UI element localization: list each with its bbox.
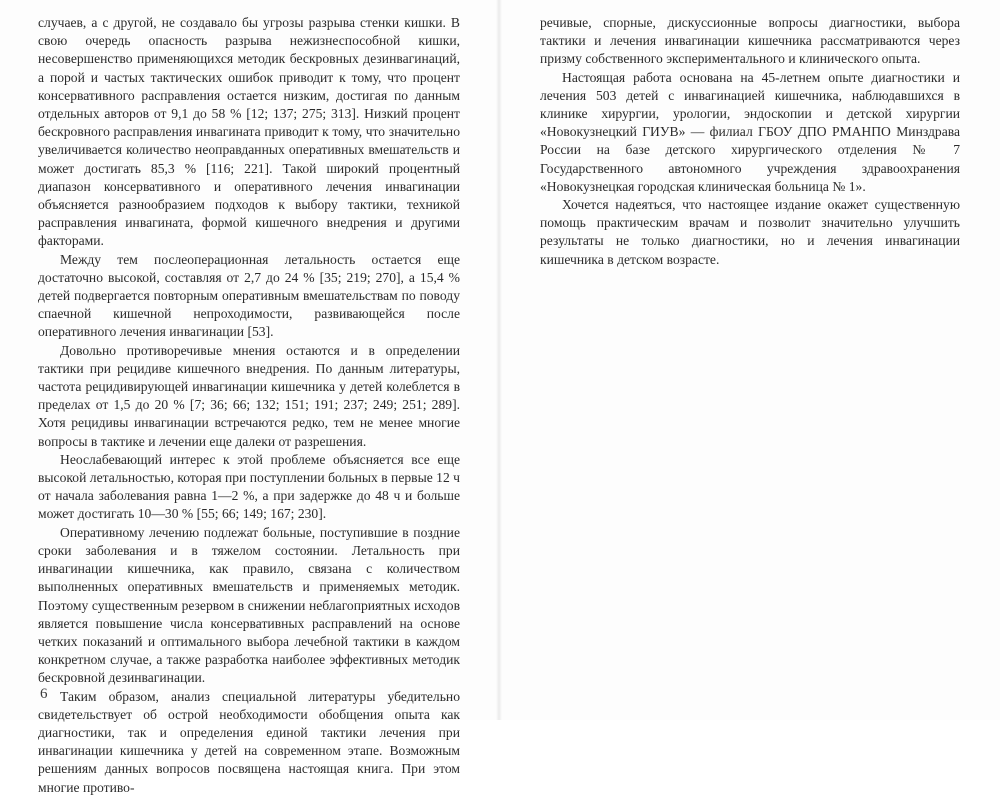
left-page (38, 14, 460, 797)
paragraph: Таким образом, анализ специальной литературы убедительно свидетельствует об острой необходимости обобщения опыта как диагностики, так и определения единой тактики лечения при инвагинации кишечника у детей на современном этапе. Возможным решениям данных вопросов посвящена настоящая книга. При этом многие противо- (38, 688, 460, 795)
right-page (540, 14, 960, 269)
book-gutter (496, 0, 502, 720)
paragraph: Довольно противоречивые мнения остаются и в определении тактики при рецидиве кишечного внедрения. По данным литературы, частота рецидивирующей инвагинации кишечника у детей колеблется в пределах от 1,5 до 20 % [7; 36; 66; 132; 151; 191; 237; 249; 251; 289]. Хотя рецидивы инвагинации встречаются редко, тем не менее многие вопросы в тактике и лечении еще далеки от разрешения. (38, 342, 460, 449)
paragraph: Между тем послеоперационная летальность остается еще достаточно высокой, составляя от 2,7 до 24 % [35; 219; 270], а 15,4 % детей подвергается повторным оперативным вмешательствам по поводу спаечной кишечной непроходимости, развивающейся после оперативного лечения инвагинации [53]. (38, 251, 460, 340)
paragraph: Оперативному лечению подлежат больные, поступившие в поздние сроки заболевания и в тяжелом состоянии. Летальность при инвагинации кишечника, как правило, связана с количеством выполненных оперативных вмешательств и применяемых методик. Поэтому существенным резервом в снижении неблагоприятных исходов является повышение числа консервативных расправлений на основе четких показаний и оптимального выбора лечебной тактики в каждом конкретном случае, а также разработка наиболее эффективных методик бескровной дезинвагинации. (38, 524, 460, 686)
paragraph: случаев, а с другой, не создавало бы угрозы разрыва стенки кишки. В свою очередь опасность разрыва нежизнеспособной кишки, несовершенство применяющихся методик бескровных дезинвагинаций, а порой и частых тактических ошибок приводит к тому, что процент консервативного расправления остается низким, достигая по данным отдельных авторов от 9,1 до 58 % [12; 137; 275; 313]. Низкий процент бескровного расправления инвагината приводит к тому, что значительно увеличивается количество неоправданных оперативных вмешательств и может достигать 85,3 % [116; 221]. Такой широкий процентный диапазон консервативного и оперативного лечения инвагинации объясняется разнообразием подходов к выбору тактики, техникой расправления инвагината, формой кишечного внедрения и другими факторами. (38, 15, 460, 249)
paragraph: Неослабевающий интерес к этой проблеме объясняется все еще высокой летальностью, которая при поступлении больных в первые 12 ч от начала заболевания равна 1—2 %, а при задержке до 48 ч и больше может достигать 10—30 % [55; 66; 149; 167; 230]. (38, 451, 460, 522)
paragraph: Настоящая работа основана на 45-летнем опыте диагностики и лечения 503 детей с инвагинацией кишечника, наблюдавшихся в клинике хирургии, урологии, эндоскопии и детской хирургии «Новокузнецкий ГИУВ» — филиал ГБОУ ДПО РМАНПО Минздрава России на базе детского хирургического отделения № 7 Государственного автономного учреждения здравоохранения «Новокузнецкая городская клиническая больница № 1». (540, 69, 960, 194)
page-number: 6 (40, 686, 48, 702)
paragraph: речивые, спорные, дискуссионные вопросы диагностики, выбора тактики и лечения инвагинации кишечника рассматриваются через призму собственного экспериментального и клинического опыта. (540, 15, 960, 67)
paragraph: Хочется надеяться, что настоящее издание окажет существенную помощь практическим врачам и позволит значительно улучшить результаты не только диагностики, но и лечения инвагинации кишечника в детском возрасте. (540, 197, 960, 267)
